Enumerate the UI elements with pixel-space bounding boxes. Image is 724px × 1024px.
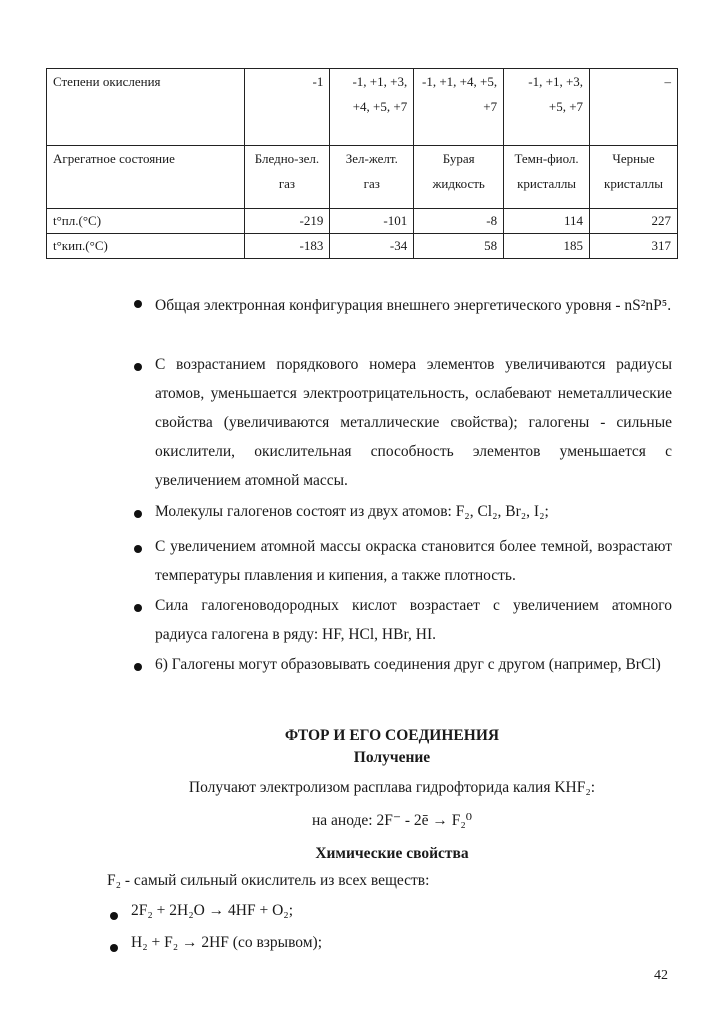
equation: на аноде: 2F⁻ - 2ē → F₂⁰ — [311, 812, 473, 829]
table-cell: Агрегатное состояние — [47, 146, 245, 209]
table-cell: -1 — [244, 69, 330, 146]
table-row — [47, 234, 678, 259]
table-cell: Степени окисления — [47, 69, 245, 146]
paragraph: Получают электролизом расплава гидрофторида калия KHF₂: — [188, 779, 596, 796]
table-cell: – — [590, 69, 678, 146]
bullet-dot-icon — [134, 604, 142, 612]
table-cell: t°пл.(°C) — [47, 209, 245, 234]
table-row — [47, 69, 678, 146]
list-item: Общая электронная конфигурация внешнего энергетического уровня - nS²nP⁵. — [155, 297, 672, 314]
subsection-title: Получение — [353, 749, 431, 766]
reaction-equation: 2F₂ + 2H₂O → 4HF + O₂; — [131, 902, 294, 919]
table-cell: 317 — [590, 234, 678, 259]
table-cell: -1, +1, +3, +4, +5, +7 — [330, 69, 414, 146]
list-item: 6) Галогены могут образовывать соединения друг с другом (например, BrCl) — [155, 656, 661, 673]
bullet-dot-icon — [134, 363, 142, 371]
page-number: 42 — [654, 968, 668, 983]
table-cell: -1, +1, +4, +5, +7 — [414, 69, 504, 146]
bullet-dot-icon — [110, 912, 118, 920]
bullet-dot-icon — [134, 510, 142, 518]
table-cell: Черные кристаллы — [590, 146, 678, 209]
table-cell: Бледно-зел. газ — [244, 146, 330, 209]
table-cell: -8 — [414, 209, 504, 234]
table-cell: 114 — [504, 209, 590, 234]
table-cell: -219 — [244, 209, 330, 234]
table-cell: t°кип.(°C) — [47, 234, 245, 259]
bullet-dot-icon — [134, 545, 142, 553]
reaction-equation: H₂ + F₂ → 2HF (со взрывом); — [131, 934, 323, 951]
subsection-title: Химические свойства — [315, 845, 469, 862]
table-cell: 58 — [414, 234, 504, 259]
list-item: Молекулы галогенов состоят из двух атомов: F₂, Cl₂, Br₂, I₂; — [155, 503, 549, 520]
table-cell: Бурая жидкость — [414, 146, 504, 209]
section-title: ФТОР И ЕГО СОЕДИНЕНИЯ — [284, 727, 500, 744]
table-row — [47, 209, 678, 234]
table-cell: Зел-желт. газ — [330, 146, 414, 209]
table-cell: -101 — [330, 209, 414, 234]
bullet-dot-icon — [110, 944, 118, 952]
table-cell: 227 — [590, 209, 678, 234]
table-cell: -34 — [330, 234, 414, 259]
halogen-properties-table — [46, 68, 678, 259]
paragraph: F₂ - самый сильный окислитель из всех веществ: — [107, 872, 430, 889]
list-item: С увеличением атомной массы окраска становится более темной, возрастают температуры плавления и кипения, а также плотность. — [155, 538, 672, 584]
list-item: С возрастанием порядкового номера элементов увеличиваются радиусы атомов, уменьшается электроотрицательность, ослабевают неметаллические свойства (увеличиваются металлические свойства); галогены - сильные окислители, окислительная способность элементов уменьшается с увеличением атомной массы. — [155, 356, 672, 489]
table-cell: -183 — [244, 234, 330, 259]
bullet-dot-icon — [134, 300, 142, 308]
list-item: Сила галогеноводородных кислот возрастает с увеличением атомного радиуса галогена в ряду: HF, HCl, HBr, HI. — [155, 597, 672, 643]
bullet-dot-icon — [134, 663, 142, 671]
table-cell: 185 — [504, 234, 590, 259]
table-cell: -1, +1, +3, +5, +7 — [504, 69, 590, 146]
table-row — [47, 146, 678, 209]
table-cell: Темн-фиол. кристаллы — [504, 146, 590, 209]
